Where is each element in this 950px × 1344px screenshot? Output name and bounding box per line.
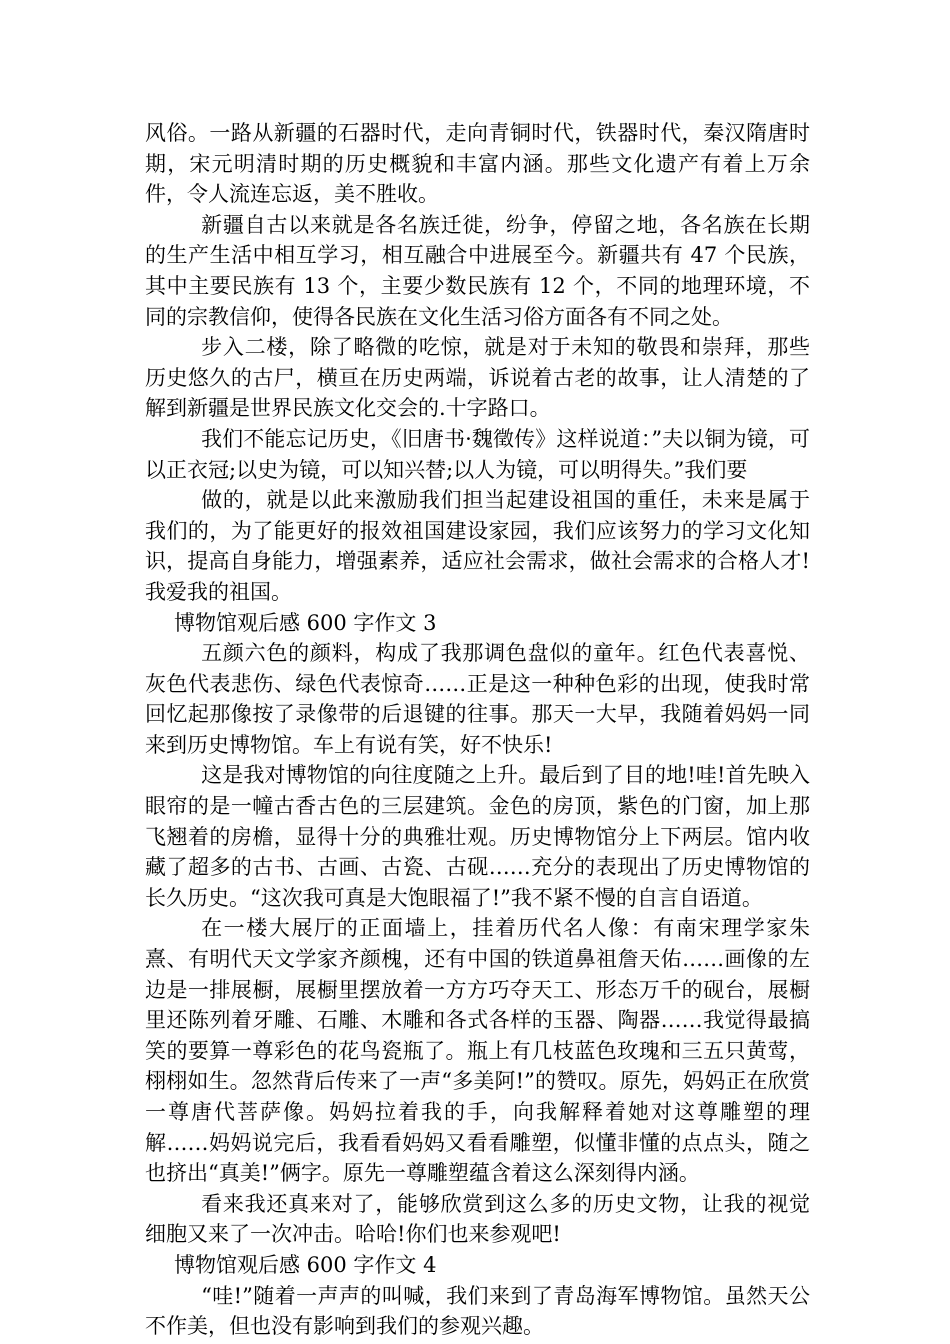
section-heading: 博物馆观后感 600 字作文 4 <box>173 1252 437 1277</box>
paragraph: 在一楼大展厅的正面墙上，挂着历代名人像：有南宋理学家朱熹、有明代天文学家齐颜槐，还有中国的铁道鼻祖詹天佑……画像的左边是一排展橱，展橱里摆放着一方方巧夺天工、形态万千的砚台，展橱里还陈列着牙雕、石雕、木雕和各式各样的玉器、陶器……我觉得最搞笑的要算一尊彩色的花鸟瓷瓶了。瓶上有几枝蓝色玫瑰和三五只黄莺，栩栩如生。忽然背后传来了一声“多美阿!”的赞叹。原先，妈妈正在欣赏一尊唐代菩萨像。妈妈拉着我的手，向我解释着她对这尊雕塑的理解……妈妈说完后，我看看妈妈又看看雕塑，似懂非懂的点点头，随之也挤出“真美!”俩字。原先一尊雕塑蕴含着这么深刻得内涵。 <box>145 916 810 1186</box>
paragraph-continuation: 风俗。一路从新疆的石器时代，走向青铜时代，铁器时代，秦汉隋唐时期，宋元明清时期的历史概貌和丰富内涵。那些文化遗产有着上万余件，令人流连忘返，美不胜收。 <box>145 121 810 207</box>
paragraph: 看来我还真来对了，能够欣赏到这么多的历史文物，让我的视觉细胞又来了一次冲击。哈哈!你们也来参观吧! <box>145 1191 810 1247</box>
paragraph: “哇!”随着一声声的叫喊，我们来到了青岛海军博物馆。虽然天公不作美，但也没有影响到我们的参观兴趣。 <box>145 1283 810 1339</box>
paragraph: 五颜六色的颜料，构成了我那调色盘似的童年。红色代表喜悦、灰色代表悲伤、绿色代表惊奇……正是这一种种色彩的出现，使我时常回忆起那像按了录像带的后退键的往事。那天一大早，我随着妈妈一同来到历史博物馆。车上有说有笑，好不快乐! <box>145 641 810 757</box>
paragraph: 做的，就是以此来激励我们担当起建设祖国的重任，未来是属于我们的，为了能更好的报效祖国建设家园，我们应该努力的学习文化知识，提高自身能力，增强素养，适应社会需求，做社会需求的合格人才!我爱我的祖国。 <box>145 488 810 604</box>
document-body <box>145 118 810 1342</box>
paragraph: 这是我对博物馆的向往度随之上升。最后到了目的地!哇!首先映入眼帘的是一幢古香古色的三层建筑。金色的房顶，紫色的门窗，加上那飞翘着的房檐，显得十分的典雅壮观。历史博物馆分上下两层。馆内收藏了超多的古书、古画、古瓷、古砚……充分的表现出了历史博物馆的长久历史。“这次我可真是大饱眼福了!”我不紧不慢的自言自语道。 <box>145 763 810 910</box>
paragraph: 新疆自古以来就是各名族迁徙，纷争，停留之地，各名族在长期的生产生活中相互学习，相互融合中进展至今。新疆共有 47 个民族，其中主要民族有 13 个，主要少数民族有 12 个，不同的地理环境，不同的宗教信仰，使得各民族在文化生活习俗方面各有不同之处。 <box>145 212 810 329</box>
paragraph: 我们不能忘记历史，《旧唐书·魏徵传》这样说道：”夫以铜为镜，可以正衣冠;以史为镜，可以知兴替;以人为镜，可以明得失。”我们要 <box>145 426 810 482</box>
section-heading: 博物馆观后感 600 字作文 3 <box>173 610 437 635</box>
paragraph: 步入二楼，除了略微的吃惊，就是对于未知的敬畏和崇拜，那些历史悠久的古尸，横亘在历史两端，诉说着古老的故事，让人清楚的了解到新疆是世界民族文化交会的.十字路口。 <box>145 335 810 421</box>
